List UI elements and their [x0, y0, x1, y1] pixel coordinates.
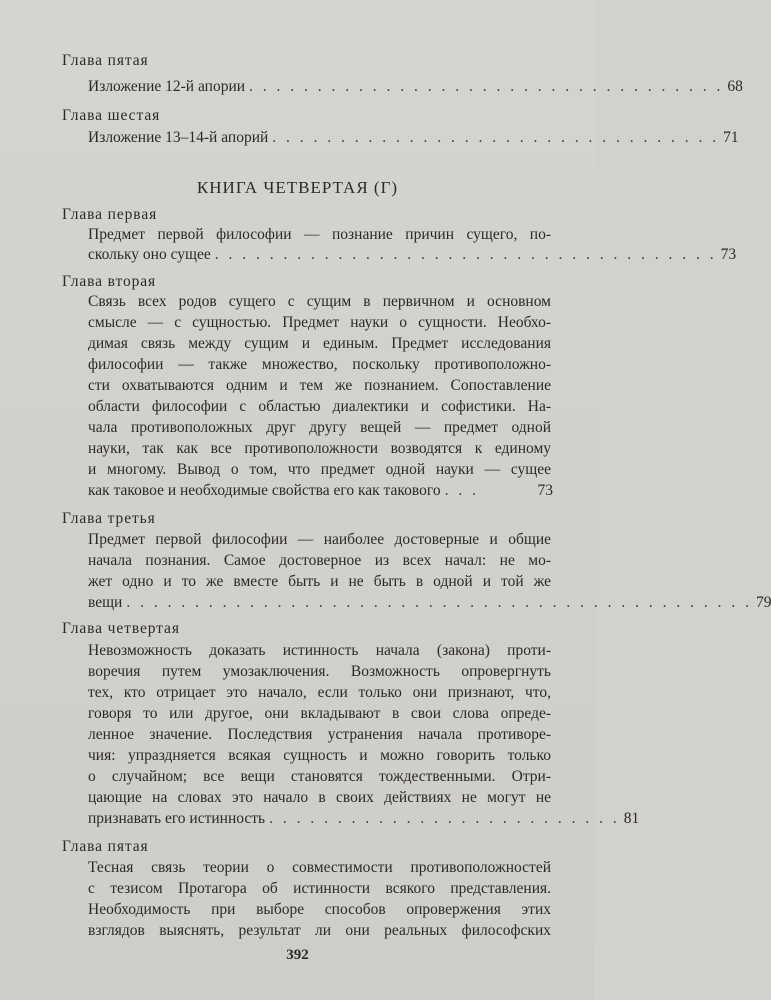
page-reference: 81 [623, 810, 640, 827]
text-line: чала противоположных друг другу вещей — предмет одной [88, 419, 551, 436]
text-line: сти охватываются одним и тем же познанием. Сопоставление [88, 377, 551, 394]
page-reference: 73 [537, 482, 553, 499]
text-line: Необходимость при выборе способов опровержения этих [88, 901, 551, 918]
toc-entry-text: признавать его истинность [88, 810, 266, 827]
chapter-title-prev-5: Глава пятая [62, 52, 149, 69]
text-line: тех, кто отрицает это начало, если только они признают, что, [88, 684, 551, 701]
toc-entry-text: как таковое и необходимые свойства его как такового [88, 482, 441, 499]
toc-entry-ch1 [88, 245, 737, 265]
dot-leader: . . . [444, 482, 479, 499]
dot-leader: . . . . . . . . . . . . . . . . . . . . . . . . . . [269, 810, 620, 827]
chapter-title-3: Глава третья [62, 510, 156, 527]
toc-entry-text: Изложение 12-й апории [88, 78, 246, 95]
text-line: смысле — с сущностью. Предмет науки о сущности. Необхо- [88, 314, 551, 331]
text-line: области философии с областью диалектики и софистики. На- [88, 398, 551, 415]
text-line: говоря то или другое, они вкладывают в свои слова опреде- [88, 705, 551, 722]
dot-leader: . . . . . . . . . . . . . . . . . . . . . . . . . . . . . . . . . . . [249, 78, 724, 95]
text-line: воречия путем умозаключения. Возможность опровергнуть [88, 663, 551, 680]
dot-leader: . . . . . . . . . . . . . . . . . . . . . . . . . . . . . . . . . . . . . [214, 246, 717, 263]
toc-entry-text: вещи [88, 594, 123, 611]
dot-leader: . . . . . . . . . . . . . . . . . . . . . . . . . . . . . . . . . . . . . . . . . . . . . . [126, 594, 752, 611]
text-line: о случайном; все вещи становятся тождественными. Отри- [88, 768, 551, 785]
chapter-title-2: Глава вторая [62, 273, 157, 290]
text-line: взглядов выяснять, результат ли они реальных философских [88, 922, 551, 939]
text-line: и многому. Вывод о том, что предмет одной науки — сущее [88, 461, 551, 478]
text-line: философии — также множество, поскольку противоположно- [88, 356, 551, 373]
text-line: димая связь между сущим и единым. Предмет исследования [88, 335, 551, 352]
page-reference: 68 [727, 78, 743, 95]
toc-entry-prev-6 [88, 128, 739, 148]
text-line: Невозможность доказать истинность начала (закона) проти- [88, 642, 551, 659]
text-line: Связь всех родов сущего с сущим в первичном и основном [88, 293, 551, 310]
chapter-title-5: Глава пятая [62, 838, 149, 855]
toc-entry-text: Изложение 13–14-й апорий [88, 129, 269, 146]
text-line: Предмет первой философии — наиболее достоверные и общие [88, 531, 551, 548]
page-number: 392 [286, 947, 309, 963]
book-heading: КНИГА ЧЕТВЕРТАЯ (Г) [196, 178, 399, 197]
text-line: чия: упраздняется всякая сущность и можно говорить только [88, 747, 551, 764]
toc-entry-ch3 [88, 593, 771, 613]
text-line: Тесная связь теории о совместимости противоположностей [88, 859, 551, 876]
page-reference: 73 [720, 246, 737, 263]
text-line: ленное значение. Последствия устранения начала противоре- [88, 726, 551, 743]
toc-entry-text: скольку оно сущее [88, 246, 211, 263]
chapter-title-4: Глава четвертая [62, 620, 180, 637]
text-line: Предмет первой философии — познание причин сущего, по- [88, 226, 551, 243]
toc-entry-ch4 [88, 809, 640, 829]
chapter-title-1: Глава первая [62, 206, 158, 223]
text-line: цающие на словах это начало в своих действиях не могут не [88, 789, 551, 806]
page-reference: 79 [755, 594, 771, 611]
text-line: жет одно и то же вместе быть и не быть в одной и той же [88, 573, 551, 590]
text-line: начала познания. Самое достоверное из всех начал: не мо- [88, 552, 551, 569]
toc-entry-prev-5 [88, 77, 743, 97]
chapter-title-prev-6: Глава шестая [62, 107, 161, 124]
text-line: науки, так как все противоположности возводятся к единому [88, 440, 551, 457]
text-line: с тезисом Протагора об истинности всякого представления. [88, 880, 551, 897]
toc-entry-ch2 [88, 481, 553, 501]
dot-leader: . . . . . . . . . . . . . . . . . . . . . . . . . . . . . . . . . [272, 129, 720, 146]
page-reference: 71 [723, 129, 739, 146]
